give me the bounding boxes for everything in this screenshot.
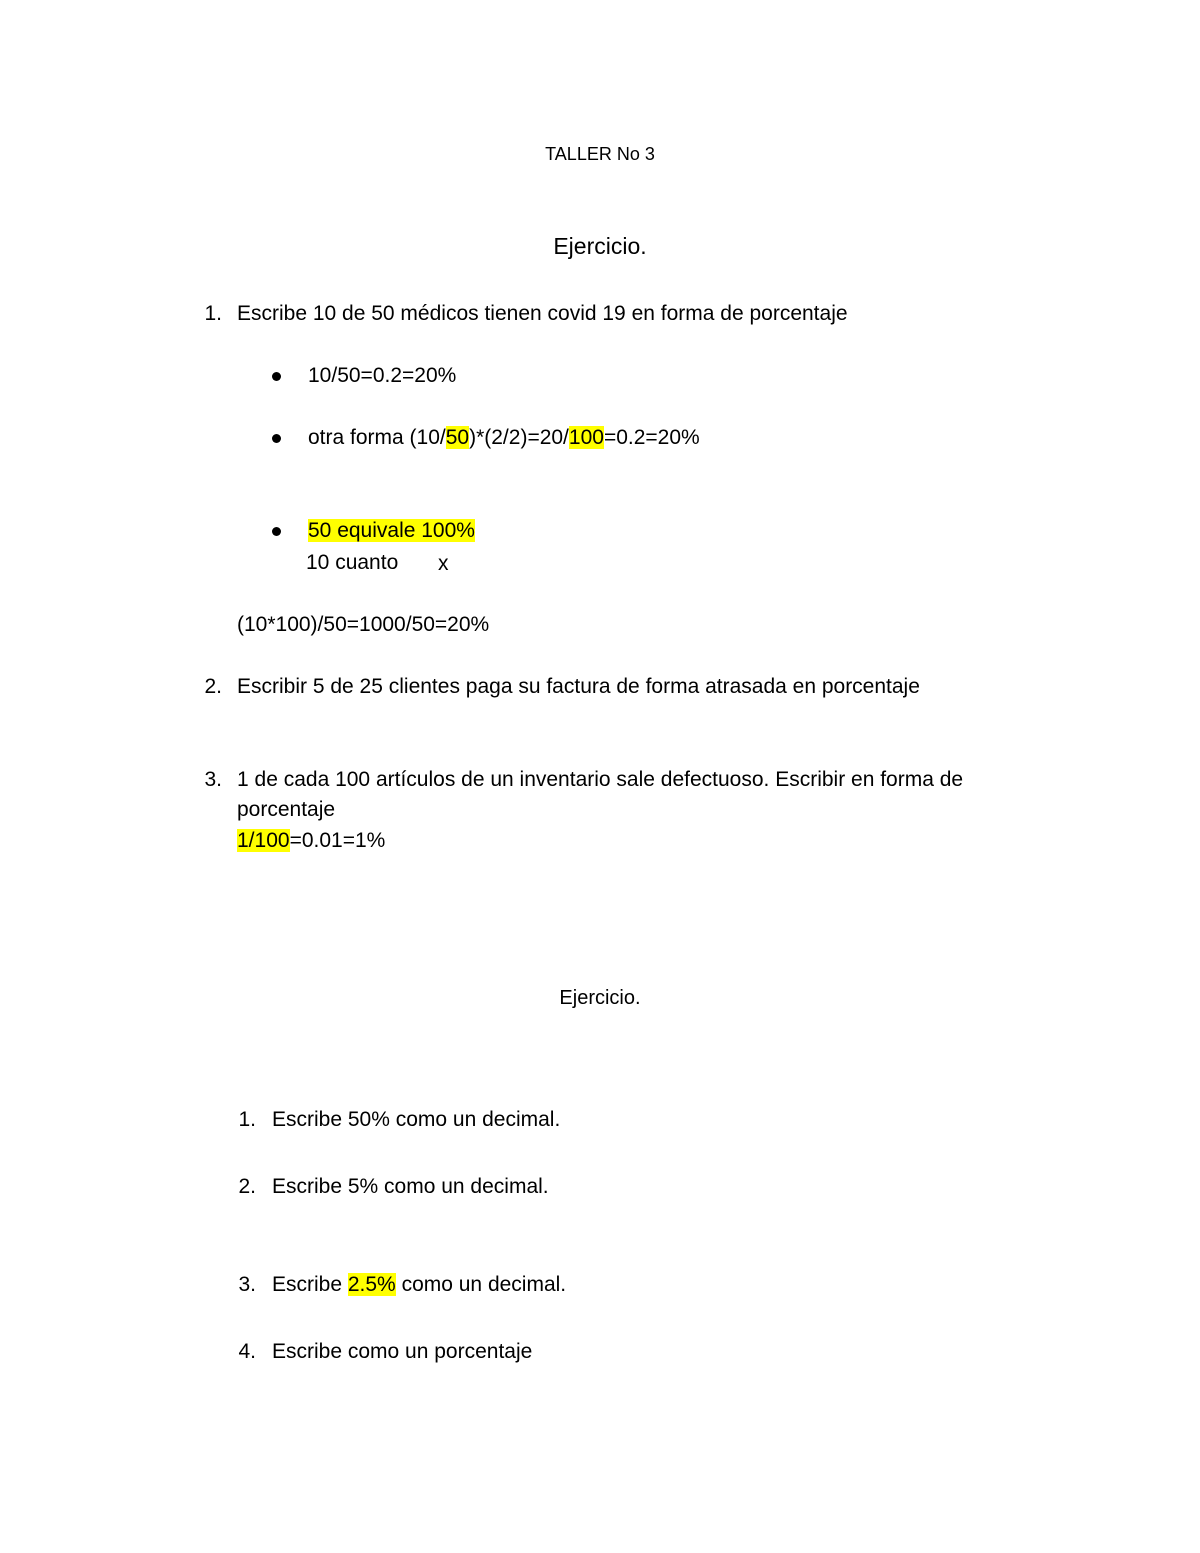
- q1-bullet2-part3: =0.2=20%: [603, 426, 700, 449]
- q1-bullet2-part1: otra forma (10/: [308, 426, 446, 449]
- s2-item3-text: [272, 1270, 566, 1300]
- s2-item2-text: Escribe 5% como un decimal.: [272, 1175, 549, 1198]
- s2-item4-number: 4.: [238, 1340, 256, 1363]
- bullet-icon: [272, 434, 281, 443]
- q3-answer-highlight: 1/100: [237, 829, 290, 852]
- q1-number: 1.: [204, 302, 222, 325]
- q1-bullet3-line2a: 10 cuanto: [306, 551, 399, 574]
- q1-bullet2-highlight1: 50: [445, 426, 470, 449]
- s2-item1-text: Escribe 50% como un decimal.: [272, 1108, 561, 1131]
- q1-bullet3-highlight: 50 equivale 100%: [308, 519, 475, 542]
- q1-bullet1: 10/50=0.2=20%: [308, 364, 457, 387]
- bullet-icon: [272, 527, 281, 536]
- s2-item3-number: 3.: [238, 1273, 256, 1296]
- s2-item3-post: como un decimal.: [395, 1273, 567, 1296]
- q3-answer: [237, 826, 385, 856]
- q3-line2: porcentaje: [237, 798, 336, 821]
- q2-text: Escribir 5 de 25 clientes paga su factura de forma atrasada en porcentaje: [237, 675, 920, 698]
- q3-answer-rest: =0.01=1%: [289, 829, 386, 852]
- q1-result: (10*100)/50=1000/50=20%: [237, 613, 490, 636]
- q3-number: 3.: [204, 768, 222, 791]
- q1-bullet3: [308, 516, 475, 546]
- q1-bullet2-highlight2: 100: [568, 426, 604, 449]
- s2-item1-number: 1.: [238, 1108, 256, 1131]
- q3-line1: 1 de cada 100 artículos de un inventario sale defectuoso. Escribir en forma de: [237, 768, 964, 791]
- document-title: TALLER No 3: [545, 144, 655, 164]
- s2-item4-text: Escribe como un porcentaje: [272, 1340, 533, 1363]
- section1-heading: Ejercicio.: [553, 233, 647, 259]
- s2-item3-pre: Escribe: [272, 1273, 348, 1296]
- section2-heading: Ejercicio.: [559, 987, 641, 1009]
- q1-bullet2-part2: )*(2/2)=20/: [469, 426, 569, 449]
- q2-number: 2.: [204, 675, 222, 698]
- bullet-icon: [272, 372, 281, 381]
- q1-bullet3-line2b: x: [438, 552, 449, 575]
- s2-item2-number: 2.: [238, 1175, 256, 1198]
- q1-text: Escribe 10 de 50 médicos tienen covid 19 en forma de porcentaje: [237, 302, 848, 325]
- q1-bullet2: [308, 423, 700, 453]
- s2-item3-highlight: 2.5%: [347, 1273, 396, 1296]
